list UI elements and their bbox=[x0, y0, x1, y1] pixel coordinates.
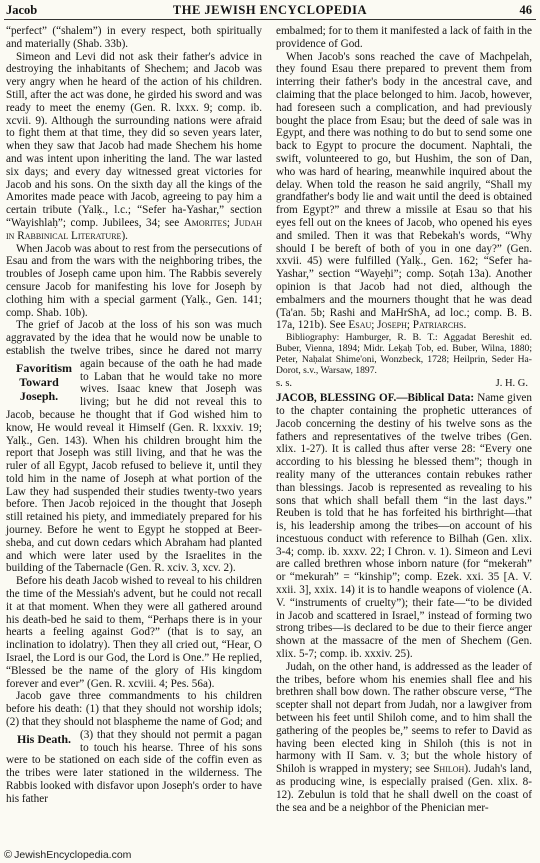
paragraph: embalmed; for to them it manifested a lack of faith in the providence of God. bbox=[276, 25, 532, 50]
cross-reference-link[interactable]: Shiloh bbox=[433, 763, 465, 776]
paragraph: When Jacob's sons reached the cave of Machpelah, they found Esau there prepared to prevent them from interring their father's body in the ancestral cave, and claiming that the place belonged to him. Jacob, however, had foreseen such a complication, and had previously bought the place from Esau; but the deed of sale was in Egypt, and there was nothing to do but to send some one back to Egypt to procure the document. Naphtali, the swift, volunteered to go, but Hushim, the son of Dan, who was hard of hearing, meanwhile inquired about the delay. When told the reason he said angrily, “Shall my grandfather's body lie and wait until the deed is obtained from Egypt?” and threw a missile at Esau so that his eyes fell out on the knees of Jacob, who opened his eyes and smiled. Then it was that Rebekah's words, “Why should I be bereft of both of you in one day?” (Gen. xxvii. 45) were fulfilled (Yalḳ., Gen. 162; “Sefer ha-Yashar,” section “Wayeḥi”; comp. Soṭah 13a). Another opinion is that Jacob had not died, although the embalmers and the mourners thought that he was dead (Ta'an. 5b; Rashi and MaHrShA, ad loc.; comp. B. B. 17a, 121b). See Esau; Joseph; Patriarchs. bbox=[276, 50, 532, 332]
paragraph: Jacob gave three commandments to his children before his death: (1) that they should not worship idols; (2) that they should not blaspheme the name His Death. of God; and (3) that they should not permit a pagan to touch his hearse. Three of his sons were to be stationed on each side of the coffin even as the tribes were later stationed in the wilderness. The Rabbis looked with disfavor upon Joseph's order to have his father bbox=[6, 690, 262, 805]
side-heading-death: His Death. bbox=[17, 731, 71, 746]
cross-reference-link[interactable]: Esau; Joseph; Patriarchs bbox=[348, 319, 464, 332]
site-footer[interactable] bbox=[4, 849, 131, 861]
paragraph: JACOB, BLESSING OF.—Biblical Data: Name given to the chapter containing the prophetic utterances of Jacob concerning the destiny of his twelve sons as the fathers and representatives of the twelve tribes (Gen. xlix. 1-27). It is called thus after verse 28: “Every one according to his blessing he blessed them”; though in reality many of the utterances contain rebukes rather than blessings. Jacob is represented as revealing to his sons that which shall befall them “in the last days.” Reuben is told that he has forfeited his birthright—that is, his leadership among the tribes—on account of his incestuous conduct with reference to Bilhah (Gen. xlix. 3-4; comp. ib. xxxv. 22; I Chron. v. 1). Simeon and Levi are called brethren whose inborn nature (for “mekerah” or “mekurah” = “kinship”; comp. Ezek. xxi. 35 [A. V. xxii. 3], xxix. 14) it is to handle weapons of violence (A. V. “instruments of cruelty”); their fate—“to be divided in Jacob and scattered in Israel,” instead of forming two strong tribes—is declared to be due to their fierce anger shown at the massacre of the men of Shechem (Gen. xlix. 5-7; comp. ib. xxxiv. 25). bbox=[276, 392, 532, 661]
page-header bbox=[4, 3, 536, 20]
running-head-left: Jacob bbox=[6, 3, 38, 17]
bibliography: Bibliography: Hamburger, R. B. T.: Aggadat Bereshit ed. Buber, Vienna, 1894; Midr. Leḳaḥ Ṭob, ed. Buber, Wilna, 1880; Peter, Naḥalat Shime'oni, Wonzbeck, 1728; Heilprin, Seder Ha-Dorot, s.v., Warsaw, 1897. bbox=[276, 332, 532, 377]
author-initials: J. H. G. bbox=[495, 378, 528, 390]
running-head-title: THE JEWISH ENCYCLOPEDIA bbox=[172, 3, 368, 17]
paragraph: The grief of Jacob at the loss of his son was much aggravated by the idea that he would now be unable to establish the twelve tribes, since he dared Favoritism Toward Joseph. not marry again because of the oath he had made to Laban that he would take no more wives. Isaac knew that Joseph was living; but he did not reveal this to Jacob, because he thought that if God wished him to know, He would reveal it Himself (Gen. R. lxxxiv. 19; Yalḳ., Gen. 143). When his children brought him the report that Joseph was still living, and that he was the ruler of all Egypt, Jacob refused to believe it, until they told him in the name of Joseph at what portion of the Law they had suspended their studies twenty-two years before. Then Jacob rejoiced in the thought that Joseph still retained his piety, and immediately prepared for his journey. Before he went to Egypt he stopped at Beer-sheba, and cut down cedars which Abraham had planted and which were later used by the Israelites in the building of the Tabernacle (Gen. R. xciv. 3, xcv. 2). bbox=[6, 319, 262, 575]
side-heading-favoritism: Favoritism Toward Joseph. bbox=[16, 360, 72, 403]
left-column bbox=[6, 25, 262, 806]
paragraph: Simeon and Levi did not ask their father's advice in destroying the inhabitants of Shechem; and Jacob was very angry when he heard of the action of his children. Still, after the act was done, he girded his sword and was ready to meet the enemy (Gen. R. lxxx. 9; comp. ib. xcvii. 9). Although the surrounding nations were afraid to fight them at that time, they did so seven years later, when they saw that Jacob had made Shechem his home and was intent upon inheriting the land. The war lasted six days; and every day witnessed great victories for Jacob and his sons. On the sixth day all the kings of the Amorites made peace with Jacob, agreeing to pay him a certain tribute (Yalḳ., l.c.; “Sefer ha-Yashar,” section “Wayishlaḥ”; comp. Jubilees, 34; see Amorites; Judah in Rabbinical Literature). bbox=[6, 50, 262, 242]
paragraph: Before his death Jacob wished to reveal to his children the time of the Messiah's advent, but he could not recall it at that moment. When they were all gathered around his death-bed he said to them, “Perhaps there is in your hearts a feeling against God?” (that is to say, an inclination to idolatry). Then they all cried out, “Hear, O Israel, the Lord is our God, the Lord is One.” He replied, “Blessed be the name of the glory of His kingdom forever and ever” (Gen. R. xcviii. 4; Pes. 56a). bbox=[6, 575, 262, 690]
paragraph: “perfect” (“shalem”) in every respect, both spiritually and materially (Shab. 33b). bbox=[6, 25, 262, 50]
right-column bbox=[276, 25, 532, 814]
copyright-icon: © bbox=[4, 849, 13, 861]
signature-line bbox=[276, 376, 532, 392]
signature-initials-left: s. s. bbox=[276, 378, 293, 390]
site-link[interactable]: JewishEncyclopedia.com bbox=[14, 849, 132, 861]
paragraph: When Jacob was about to rest from the persecutions of Esau and from the wars with the neighboring tribes, the troubles of Joseph came upon him. The Rabbis severely censure Jacob for manifesting his love for Joseph by clothing him with a special garment (Yalḳ., Gen. 141; comp. Shab. 10b). bbox=[6, 242, 262, 319]
paragraph: Judah, on the other hand, is addressed as the leader of the tribes, before whom his enemies shall flee and his brethren shall bow down. The rather obscure verse, “The scepter shall not depart from Judah, nor a lawgiver from between his feet until Shiloh come, and to him shall the gathering of the peoples be,” seems to refer to David as having been elected king in Shiloh (this is not in harmony with II Sam. v. 3; but the whole history of Shiloh is wrapped in mystery; see Shiloh). Judah's land, as producing wine, is especially praised (Gen. xlix. 8-12). Zebulun is told that he shall dwell on the coast of the sea and be a neighbor of the Phenician mer- bbox=[276, 660, 532, 814]
page-number: 46 bbox=[519, 3, 532, 17]
section-title: JACOB, BLESSING OF.—Biblical Data: bbox=[276, 392, 475, 405]
cross-reference-link[interactable]: Amorites; Judah in Rabbinical Literature bbox=[6, 216, 262, 242]
